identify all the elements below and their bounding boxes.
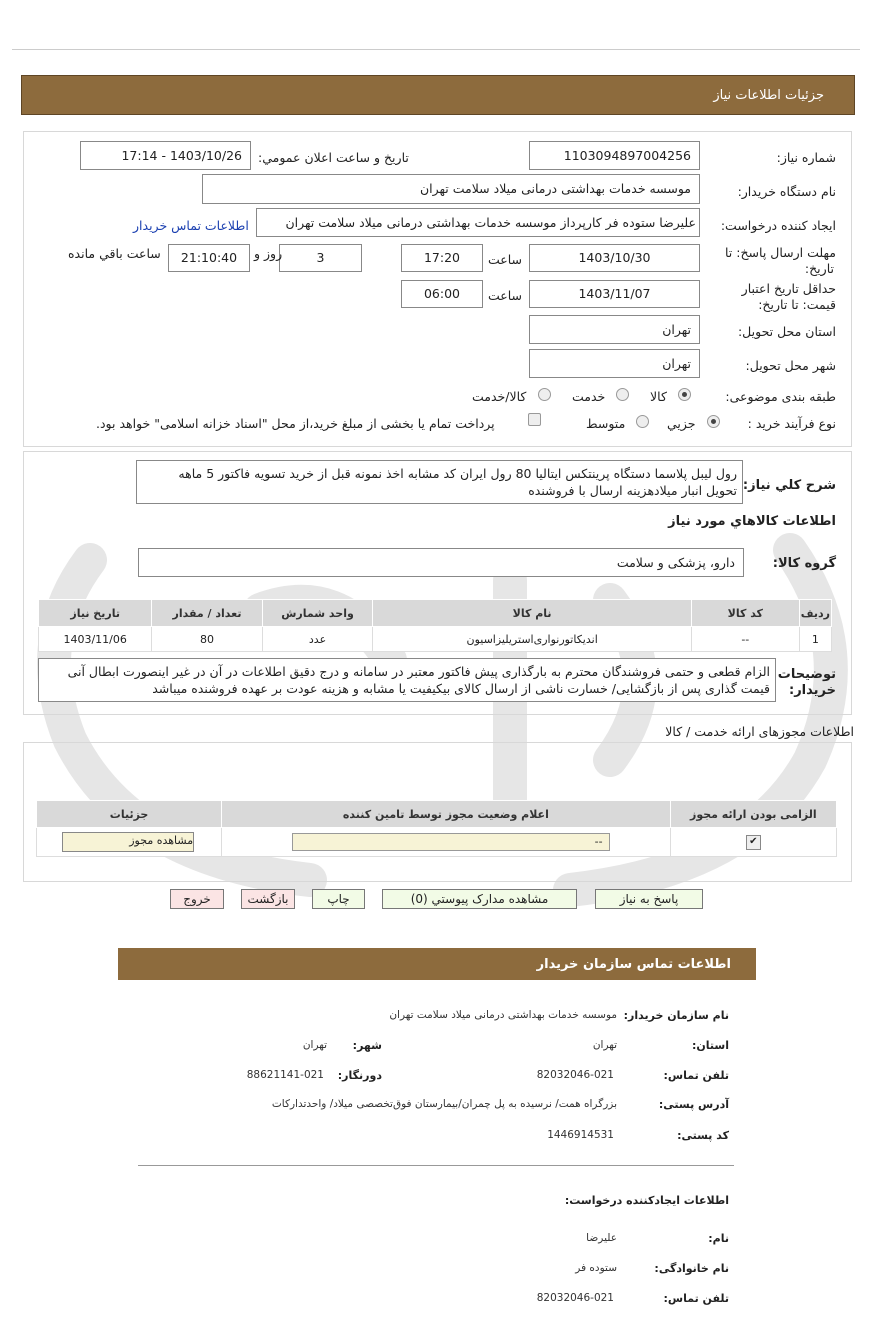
description-field [136,460,743,504]
creator-field: علیرضا ستوده فر کارپرداز موسسه خدمات بهداشتی درمانی میلاد سلامت تهران [256,208,700,237]
process-radio-minor[interactable] [707,415,720,428]
attachments-button[interactable]: مشاهده مدارک پیوستي (0) [382,889,577,909]
category-both-label: کالا/خدمت [472,389,527,404]
row-number: 1 [799,627,831,652]
buyer-notes-label: توضیحات [777,667,836,682]
page-title: جزئیات اطلاعات نیاز [713,88,824,103]
contact-header [118,948,756,980]
contact-phone-label: تلفن تماس: [663,1069,729,1082]
deadline-label: مهلت ارسال پاسخ: تا [725,245,836,260]
contact-org-value: موسسه خدمات بهداشتی درمانی میلاد سلامت تهران [389,1009,617,1021]
creator-last-name-value: ستوده فر [575,1262,617,1274]
col-permit-required: الزامی بودن ارائه مجوز [670,801,836,828]
permit-status-field[interactable]: -- [292,833,610,851]
view-permit-button[interactable]: مشاهده مجوز [62,832,194,852]
category-radio-goods[interactable] [678,388,691,401]
row-date: 1403/11/06 [39,627,152,652]
buyer-contact-link[interactable]: اطلاعات تماس خریدار [133,218,249,233]
process-label: نوع فرآیند خرید : [747,416,836,431]
creator-phone-label: تلفن تماس: [663,1292,729,1305]
deadline-date-field: 1403/10/30 [529,244,700,272]
buyer-label: نام دستگاه خریدار: [737,184,836,199]
permit-status-cell [222,828,671,857]
creator-first-name-value: علیرضا [586,1232,617,1244]
remaining-field: 21:10:40 [168,244,250,272]
city-label: شهر محل تحویل: [745,358,836,373]
remaining-label: ساعت باقي مانده [68,246,161,261]
category-service-label: خدمت [572,389,606,404]
description-line-1: رول لیبل پلاسما دستگاه پرینتکس ایتالیا 80 رول ایران کد مشابه اخذ نمونه قبل از خرید تسویه فاکتور 5 ماهه [178,466,737,481]
contact-city-label: شهر: [352,1039,382,1052]
contact-fax-label: دورنگار: [337,1069,382,1082]
check-icon: ✔ [746,835,761,850]
process-minor-label: جزيي [667,416,696,431]
contact-postal-value: 1446914531 [547,1129,614,1141]
validity-date-field: 1403/11/07 [529,280,700,308]
permits-table-header [37,801,837,828]
buyer-notes-field [38,658,776,702]
buyer-notes-line-2: قیمت گذاری پس از بازگشایی/ خسارت ناشی از ارسال کالای بیکیفیت یا مشابه و هزینه عودت بر عهده فروشنده میباشد [152,681,770,696]
goods-group-field: دارو، پزشکی و سلامت [138,548,744,577]
print-button[interactable]: چاپ [312,889,365,909]
treasury-payment-note: پرداخت تمام یا بخشی از مبلغ خرید،از محل "اسناد خزانه اسلامی" خواهد بود. [96,416,495,431]
contact-province-label: استان: [692,1039,729,1052]
col-name: نام کالا [373,600,691,627]
need-number-label: شماره نیاز: [776,150,836,165]
permit-details-cell [37,828,222,857]
buyer-notes-line-1: الزام قطعی و حتمی فروشندگان محترم به بارگذاری پیش فاکتور معتبر در سامانه و درج دقیق اطلاعات در آن در غیر اینصورت ابطال آنی [67,664,770,679]
col-permit-status: اعلام وضعیت مجوز توسط تامین کننده [222,801,671,828]
deadline-time-field: 17:20 [401,244,483,272]
contact-phone-value: 82032046-021 [536,1069,614,1081]
row-qty: 80 [152,627,262,652]
deadline-time-label: ساعت [488,252,523,267]
contact-fax-value: 88621141-021 [246,1069,324,1081]
need-number-field: 1103094897004256 [529,141,700,170]
exit-button[interactable]: خروج [170,889,224,909]
process-medium-label: متوسط [586,416,626,431]
permits-title: اطلاعات مجوزهای ارائه خدمت / کالا [665,724,854,739]
category-goods-label: کالا [650,389,667,404]
contact-province-value: تهران [592,1039,617,1051]
col-qty: تعداد / مقدار [152,600,262,627]
col-unit: واحد شمارش [262,600,373,627]
days-field: 3 [279,244,362,272]
validity-time-label: ساعت [488,288,523,303]
contact-address-label: آدرس پستی: [658,1098,729,1111]
goods-section-title: اطلاعات کالاهاي مورد نیاز [668,514,836,529]
deadline-label-date: تاریخ: [804,261,834,276]
province-field: تهران [529,315,700,344]
announce-label: تاریخ و ساعت اعلان عمومي: [258,150,409,165]
goods-table [38,599,832,652]
buyer-notes-label-2: خریدار: [789,683,836,698]
province-label: استان محل تحویل: [737,324,836,339]
contact-divider [138,1165,734,1166]
category-radio-both[interactable] [538,388,551,401]
creator-first-name-label: نام: [708,1232,729,1245]
permits-table [36,800,837,857]
col-code: کد کالا [691,600,799,627]
validity-time-field: 06:00 [401,280,483,308]
permit-required-cell [670,828,836,857]
category-label: طبقه بندی موضوعی: [725,389,836,404]
creator-phone-value: 82032046-021 [536,1292,614,1304]
description-label: شرح کلي نیاز: [742,478,836,493]
contact-org-label: نام سازمان خریدار: [623,1009,729,1022]
row-code: -- [691,627,799,652]
table-row [37,828,837,857]
contact-title: اطلاعات تماس سازمان خریدار [536,957,731,972]
top-divider [12,49,860,50]
creator-label: ایجاد کننده درخواست: [720,218,836,233]
creator-info-title: اطلاعات ایجادکننده درخواست: [564,1194,729,1207]
contact-address-value: بزرگراه همت/ نرسیده به پل چمران/بیمارستان فوق‌تخصصی میلاد/ واحدتدارکات [271,1098,617,1110]
validity-label-date: قیمت: تا تاریخ: [758,297,836,312]
city-field: تهران [529,349,700,378]
page-header [21,75,855,115]
col-permit-details: جزئیات [37,801,222,828]
contact-city-value: تهران [302,1039,327,1051]
contact-postal-label: کد پستی: [677,1129,729,1142]
goods-table-header [39,600,832,627]
goods-group-label: گروه کالا: [772,556,836,571]
category-radio-service[interactable] [616,388,629,401]
back-button[interactable]: بازگشت [241,889,295,909]
reply-button[interactable]: پاسخ به نیاز [595,889,703,909]
days-label: روز و [254,246,283,261]
validity-label: حداقل تاریخ اعتبار [741,281,836,296]
buyer-field: موسسه خدمات بهداشتی درمانی میلاد سلامت تهران [202,174,700,204]
treasury-payment-checkbox[interactable] [528,413,541,426]
table-row [39,627,832,652]
description-line-2: تحویل انبار میلادهزینه ارسال با فروشنده [528,483,737,498]
col-row: ردیف [799,600,831,627]
announce-field: 1403/10/26 - 17:14 [80,141,251,170]
col-date: تاریخ نیاز [39,600,152,627]
process-radio-medium[interactable] [636,415,649,428]
row-name: اندیکاتورنواری‌استریلیزاسیون [373,627,691,652]
row-unit: عدد [262,627,373,652]
creator-last-name-label: نام خانوادگی: [654,1262,729,1275]
